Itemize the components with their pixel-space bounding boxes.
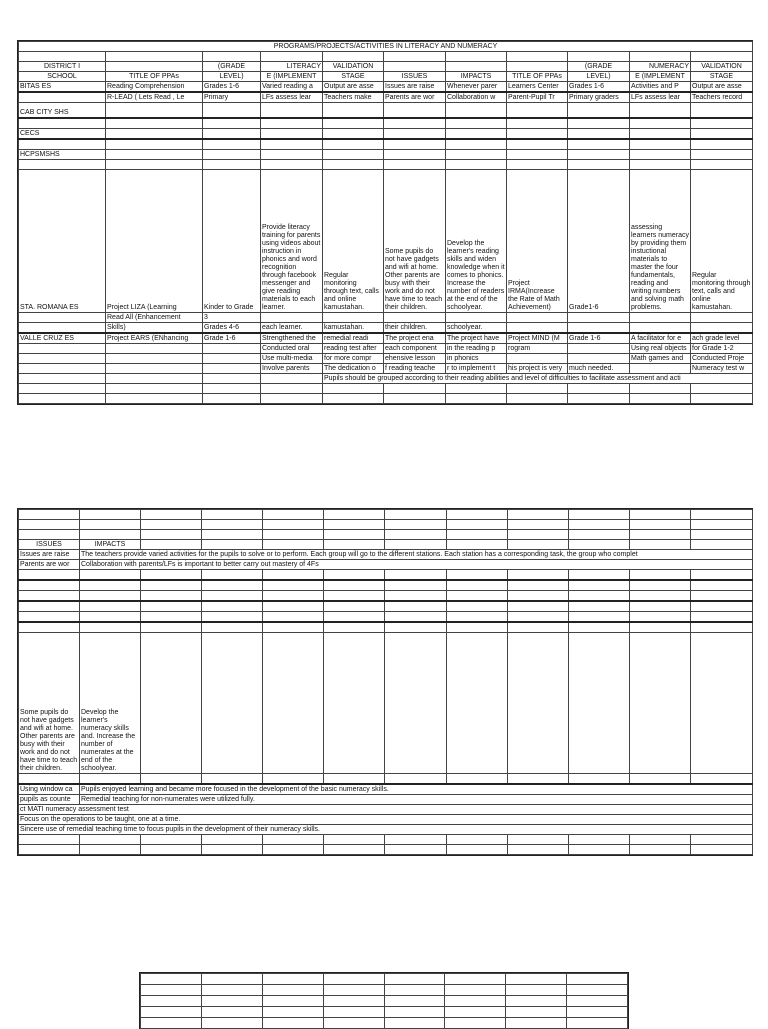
cell: Learners Center (507, 82, 568, 93)
cell: Primary (203, 92, 261, 103)
cell: Using real objects (630, 344, 691, 354)
cell: Kinder to Grade (203, 170, 261, 313)
cell: Develop the learner's numeracy skills and. Increase the number of numerates at the end of the schoolyear. (80, 633, 141, 774)
impl-header: E (IMPLEMENT (261, 72, 323, 82)
cell: A facilitator for e (630, 333, 691, 344)
cell: LFs assess lear (630, 92, 691, 103)
stage-header: STAGE (323, 72, 384, 82)
cell: ct MATI numeracy assessment test (19, 805, 753, 815)
cell: kamustahan. (323, 323, 384, 334)
cell: Parents are wor (19, 560, 80, 570)
cell: Provide literacy training for parents using videos about instruction in phonics and word recognition through facebook messenger and give reading materials to each learner. (261, 170, 323, 313)
cell: reading test after (323, 344, 384, 354)
cell: Regular monitoring through text, calls and online kamustahan. (323, 170, 384, 313)
cell: Issues are raise (384, 82, 446, 93)
cell: Use multi-media (261, 354, 323, 364)
cell: Project LIZA (Learning (106, 170, 203, 313)
table-row (19, 170, 753, 313)
table-row (19, 374, 753, 384)
cell: Skills) (106, 323, 203, 334)
num-grade-header: (GRADE (568, 62, 630, 72)
table-row (19, 92, 753, 103)
cell: much needed. (568, 364, 630, 374)
issues-header: ISSUES (384, 72, 446, 82)
cell: Using window ca (19, 784, 80, 795)
table-row (19, 344, 753, 354)
table-row (19, 313, 753, 323)
table-row (19, 795, 753, 805)
table-row (19, 805, 753, 815)
cell: for more compr (323, 354, 384, 364)
table-row (19, 633, 753, 774)
cell: rogram (507, 344, 568, 354)
cell: Project IRMA(Increase the Rate of Math Achievement) (507, 170, 568, 313)
cell: Varied reading a (261, 82, 323, 93)
level-header: LEVEL) (203, 72, 261, 82)
cell: Parent-Pupil Tr (507, 92, 568, 103)
table-row (19, 333, 753, 344)
cell: Math games and (630, 354, 691, 364)
table-title: PROGRAMS/PROJECTS/ACTIVITIES IN LITERACY AND NUMERACY (19, 42, 753, 52)
cell: Issues are raise (19, 550, 80, 560)
literacy-numeracy-table (17, 40, 753, 405)
cell: Primary graders (568, 92, 630, 103)
cell: Collaboration w (446, 92, 507, 103)
cell: r to implement t (446, 364, 507, 374)
school-hcps: HCPSMSHS (19, 150, 106, 160)
numeracy-continuation-table (17, 508, 753, 856)
impacts-header-2: IMPACTS (80, 540, 141, 550)
cell: Grade 1-6 (568, 333, 630, 344)
cell: each component (384, 344, 446, 354)
cell: each learner. (261, 323, 323, 334)
cell: BITAS ES (19, 82, 106, 93)
cell: Involve parents (261, 364, 323, 374)
school-sta-romana: STA. ROMANA ES (19, 170, 106, 313)
cell: Pupils enjoyed learning and became more focused in the development of the basic numeracy skills. (80, 784, 753, 795)
cell: f reading teache (384, 364, 446, 374)
cell: Whenever parer (446, 82, 507, 93)
cell: The teachers provide varied activities for the pupils to solve or to perform. Each group will go to the different stations. Each station has a corresponding task, the group who complet (80, 550, 753, 560)
school-header: SCHOOL (19, 72, 106, 82)
cell: Develop the learner's reading skills and widen knowledge when it comes to phonics. Increase the number of readers at the end of the schoolyear. (446, 170, 507, 313)
cell: The project ena (384, 333, 446, 344)
third-table-partial (139, 972, 629, 1029)
cell: Regular monitoring through text, calls and online kamustahan. (691, 170, 753, 313)
table-row (19, 150, 753, 160)
cell: Conducted oral (261, 344, 323, 354)
table-row (19, 550, 753, 560)
cell: for Grade 1-2 (691, 344, 753, 354)
cell: Grade 1-6 (203, 333, 261, 344)
validation-header: VALIDATION (323, 62, 384, 72)
school-cab: CAB CITY SHS (19, 103, 106, 119)
cell: Pupils should be grouped according to their reading abilities and level of difficulties to facilitate assessment and acti (323, 374, 753, 384)
cell: in phonics (446, 354, 507, 364)
cell: Numeracy test w (691, 364, 753, 374)
cell: Teachers record (691, 92, 753, 103)
table-row (19, 354, 753, 364)
cell: his project is very (507, 364, 568, 374)
cell: their children. (384, 323, 446, 334)
table-row (19, 323, 753, 334)
cell: R-LEAD ( Lets Read , Le (106, 92, 203, 103)
cell: LFs assess lear (261, 92, 323, 103)
cell: Project EARS (ENhancing (106, 333, 203, 344)
cell: Strengthened the (261, 333, 323, 344)
num-ppas-header: TITLE OF PPAs (507, 72, 568, 82)
cell: Grades 1-6 (568, 82, 630, 93)
cell: ehensive lesson (384, 354, 446, 364)
table-row (19, 129, 753, 140)
table-row (19, 364, 753, 374)
num-stage-header: STAGE (691, 72, 753, 82)
school-cecs: CECS (19, 129, 106, 140)
table-row (19, 825, 753, 835)
table-row (19, 103, 753, 119)
cell: schoolyear. (446, 323, 507, 334)
num-level-header: LEVEL) (568, 72, 630, 82)
impacts-header: IMPACTS (446, 72, 507, 82)
cell: Reading Comprehension (106, 82, 203, 93)
cell: Focus on the operations to be taught, one at a time. (19, 815, 753, 825)
cell: Grades 1-6 (203, 82, 261, 93)
cell: Read All (Enhancement (106, 313, 203, 323)
table-row (19, 560, 753, 570)
cell: 3 (203, 313, 261, 323)
cell: Output are asse (323, 82, 384, 93)
literacy-header: LITERACY (261, 62, 323, 72)
ppas-header: TITLE OF PPAs (106, 72, 203, 82)
grade-header: (GRADE (203, 62, 261, 72)
cell: The dedication o (323, 364, 384, 374)
cell: Teachers make (323, 92, 384, 103)
num-impl-header: E (IMPLEMENT (630, 72, 691, 82)
cell: assessing learners numeracy by providing them instuctional materials to master the four fundamentals, reading and writing numbers and solving math problems. (630, 170, 691, 313)
cell: pupils as counte (19, 795, 80, 805)
cell: Grade1-6 (568, 170, 630, 313)
cell (19, 92, 106, 103)
district-header: DISTRICT I (19, 62, 106, 72)
cell: Sincere use of remedial teaching time to focus pupils in the development of their numeracy skills. (19, 825, 753, 835)
table-row (19, 82, 753, 93)
cell: The project have (446, 333, 507, 344)
cell: Conducted Proje (691, 354, 753, 364)
cell: Collaboration with parents/LFs is important to better carry out mastery of 4Fs (80, 560, 753, 570)
table-row (19, 784, 753, 795)
cell: remedial readi (323, 333, 384, 344)
cell: Some pupils do not have gadgets and wifi at home. Other parents are busy with their work and do not have time to teach their children. (384, 170, 446, 313)
table-row (19, 815, 753, 825)
cell: ach grade level (691, 333, 753, 344)
cell: Remedial teaching for non-numerates were utilized fully. (80, 795, 753, 805)
cell: Parents are wor (384, 92, 446, 103)
cell: Activities and P (630, 82, 691, 93)
cell: Project MIND (M (507, 333, 568, 344)
school-valle-cruz: VALLE CRUZ ES (19, 333, 106, 344)
cell: Output are asse (691, 82, 753, 93)
cell: Grades 4-6 (203, 323, 261, 334)
numeracy-header: NUMERACY (630, 62, 691, 72)
cell: Some pupils do not have gadgets and wifi at home. Other parents are busy with their work and do not have time to teach their children. (19, 633, 80, 774)
num-validation-header: VALIDATION (691, 62, 753, 72)
issues-header-2: ISSUES (19, 540, 80, 550)
cell: in the reading p (446, 344, 507, 354)
